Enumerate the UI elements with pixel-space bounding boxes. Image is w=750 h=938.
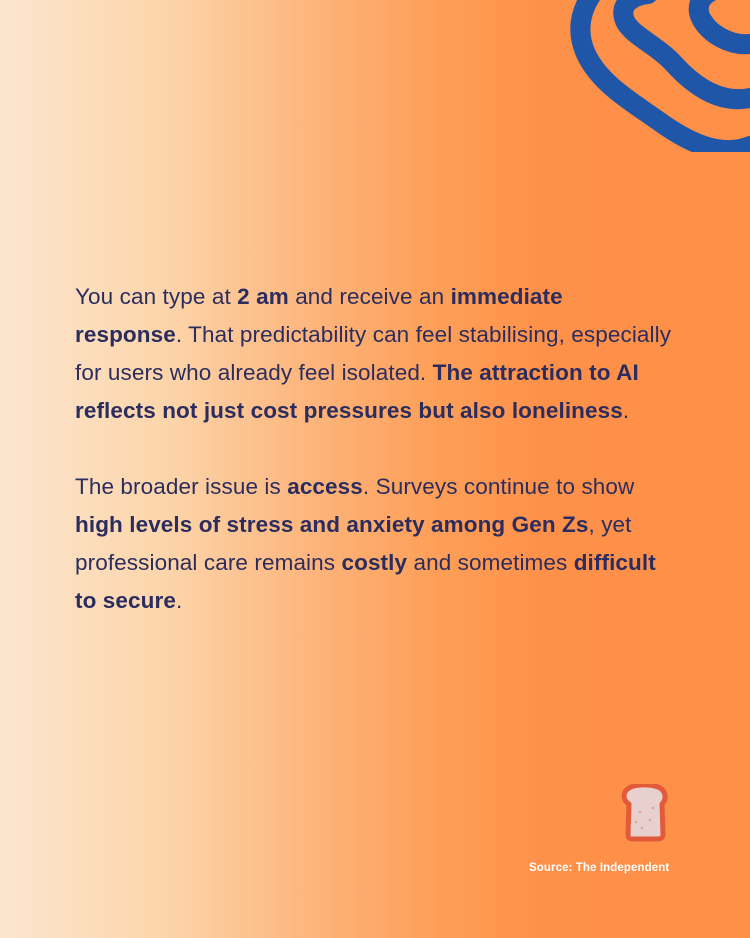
body-run: The broader issue is xyxy=(75,474,288,499)
body-run: , yet professional care remains xyxy=(75,512,632,575)
body-text xyxy=(75,278,675,658)
emphasis-text: The attraction to AI reflects not just cost pressures but also loneliness xyxy=(75,360,639,423)
body-run: . That predictability can feel stabilising, especially for users who already feel isolated. xyxy=(75,322,672,385)
body-run: and receive an xyxy=(288,284,451,309)
emphasis-text: immediate response xyxy=(75,284,563,347)
emphasis-text: 2 am xyxy=(237,284,289,309)
body-run: . Surveys continue to show xyxy=(362,474,635,499)
emphasis-text: high levels of stress and anxiety among Gen Zs xyxy=(75,512,589,537)
source-caption: Source: The Independent xyxy=(529,862,670,874)
body-run: You can type at xyxy=(75,284,238,309)
body-run: . xyxy=(622,398,630,423)
paragraph-1 xyxy=(75,278,675,430)
body-run: . xyxy=(175,588,183,613)
body-run: and sometimes xyxy=(407,550,574,575)
emphasis-text: costly xyxy=(341,550,408,575)
emphasis-text: access xyxy=(287,474,363,499)
squiggle-icon xyxy=(570,0,750,152)
paragraph-2 xyxy=(75,468,675,620)
toast-logo-icon xyxy=(620,784,670,842)
emphasis-text: difficult to secure xyxy=(75,550,656,613)
